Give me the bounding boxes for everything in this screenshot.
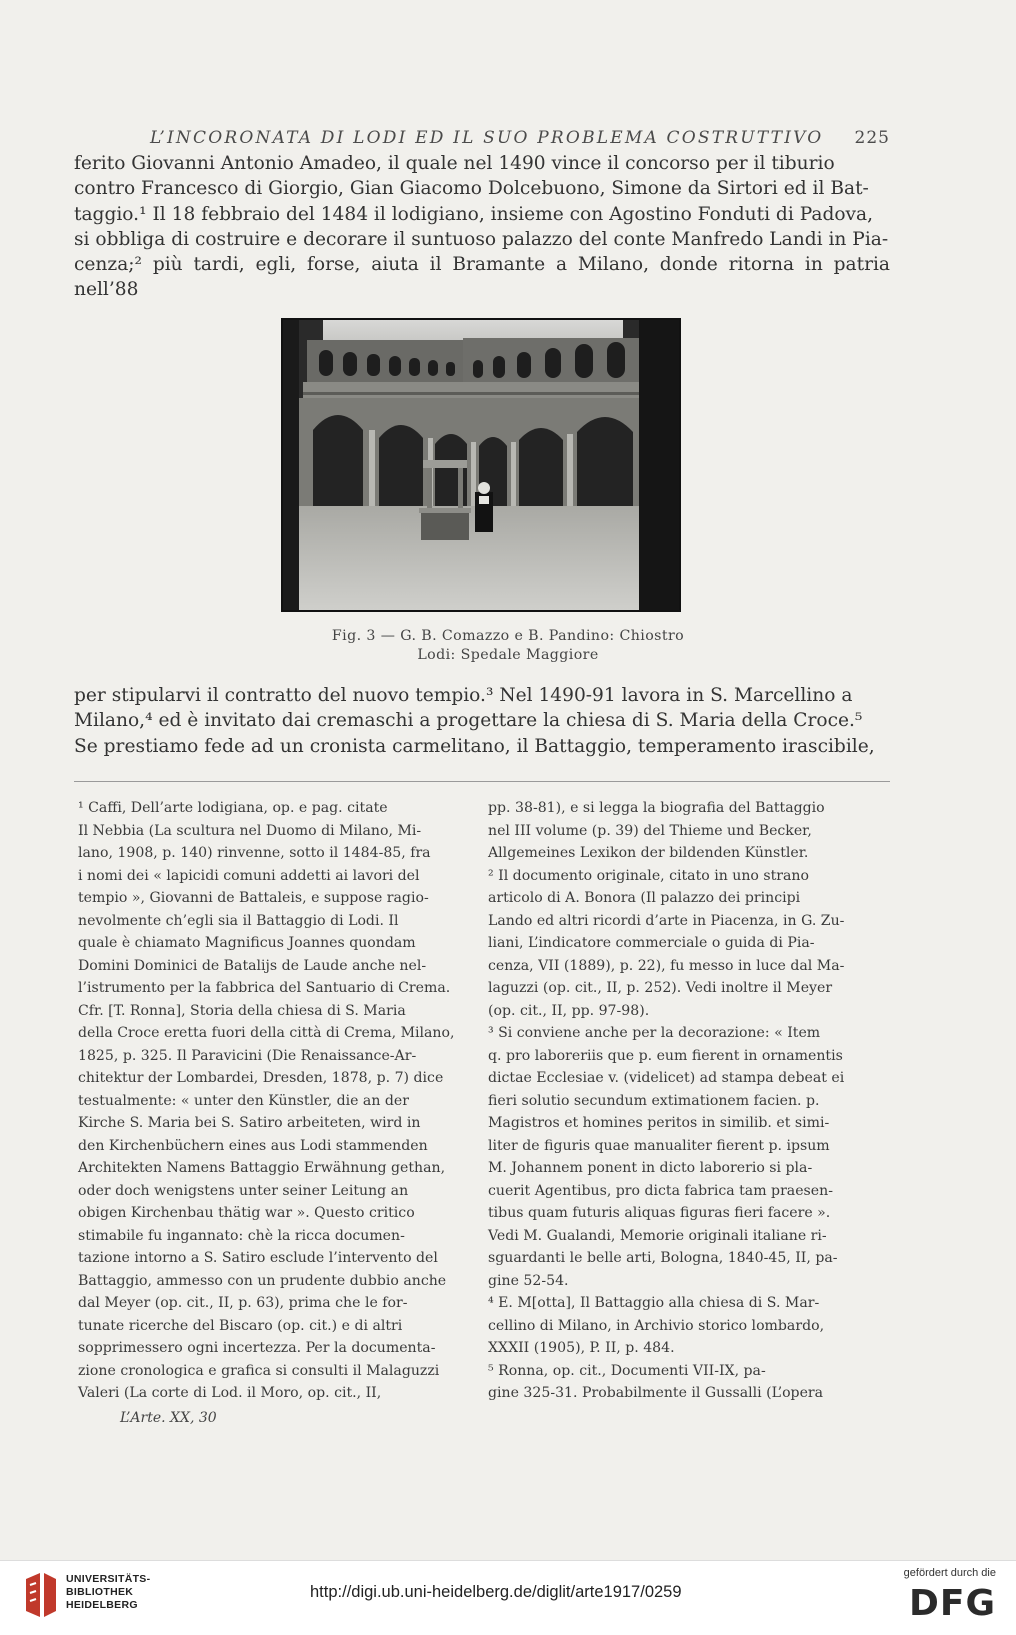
running-header xyxy=(150,128,890,148)
footnote-line: 1825, p. 325. Il Paravicini (Die Renaissance-Ar- xyxy=(78,1047,417,1064)
text-line: cenza;² più tardi, egli, forse, aiuta il Bramante a Milano, donde ritorna in patria nell’88 xyxy=(74,254,890,301)
footnote-line: l’istrumento per la fabbrica del Santuario di Crema. xyxy=(78,980,451,996)
footnote-divider xyxy=(74,781,890,782)
footnote-line: Allgemeines Lexikon der bildenden Künstler. xyxy=(488,845,809,861)
footnote-line: Valeri (La corte di Lod. il Moro, op. cit., II, xyxy=(78,1385,382,1401)
footnote-line: sguardanti le belle arti, Bologna, 1840-45, II, pa- xyxy=(488,1250,838,1266)
footnote-line: q. pro laboreriis que p. eum fierent in ornamentis xyxy=(488,1047,843,1064)
footnote-line: Architekten Namens Battaggio Erwähnung gethan, xyxy=(78,1160,446,1176)
footnote-line: sopprimessero ogni incertezza. Per la documenta- xyxy=(78,1340,436,1356)
footnote-line: articolo di A. Bonora (Il palazzo dei principi xyxy=(488,890,801,906)
footnote-line: tempio », Giovanni de Battaleis, e suppose ragio- xyxy=(78,890,429,906)
figure-caption xyxy=(200,627,816,665)
footnote-line: ⁴ E. M[otta], Il Battaggio alla chiesa di S. Mar- xyxy=(488,1295,820,1311)
footnote-line: Magistros et homines peritos in similib. et simi- xyxy=(488,1115,830,1131)
university-library-logo-icon[interactable] xyxy=(22,1571,60,1619)
caption-line-1: Fig. 3 — G. B. Comazzo e B. Pandino: Chiostro xyxy=(331,628,685,644)
permalink-url[interactable]: http://digi.ub.uni-heidelberg.de/diglit/arte1917/0259 xyxy=(310,1583,682,1601)
footnote-line: cellino di Milano, in Archivio storico lombardo, xyxy=(488,1317,825,1334)
dfg-logo[interactable]: DFG xyxy=(908,1583,996,1624)
footnote-line: liani, L’indicatore commerciale o guida di Pia- xyxy=(488,935,815,951)
institution-line: UNIVERSITÄTS- xyxy=(66,1573,151,1585)
footnote-line: Cfr. [T. Ronna], Storia della chiesa di S. Maria xyxy=(78,1002,406,1019)
text-line: Se prestiamo fede ad un cronista carmelitano, il Battaggio, temperamento irascibile, xyxy=(74,735,875,757)
footnote-line: nevolmente ch’egli sia il Battaggio di Lodi. Il xyxy=(78,912,399,929)
footnote-line: (op. cit., II, pp. 97-98). xyxy=(488,1002,650,1019)
running-title: L’INCORONATA DI LODI ED IL SUO PROBLEMA COSTRUTTIVO xyxy=(150,128,824,148)
footnote-line: M. Johannem ponent in dicto laborerio si pla- xyxy=(488,1160,813,1176)
footnote-line: ⁵ Ronna, op. cit., Documenti VII-IX, pa- xyxy=(488,1362,766,1379)
footnote-line: nel III volume (p. 39) del Thieme und Becker, xyxy=(488,822,812,839)
page-number: 225 xyxy=(854,128,890,148)
text-line: ferito Giovanni Antonio Amadeo, il quale nel 1490 vince il concorso per il tiburio xyxy=(74,153,835,174)
text-line: contro Francesco di Giorgio, Gian Giacomo Dolcebuono, Simone da Sirtori ed il Bat- xyxy=(74,178,869,200)
text-line: per stipularvi il contratto del nuovo tempio.³ Nel 1490-91 lavora in S. Marcellino a xyxy=(74,685,853,706)
funding-note: gefördert durch die xyxy=(903,1567,996,1579)
footnote-line: i nomi dei « lapicidi comuni addetti ai lavori del xyxy=(78,867,420,884)
footnote-line: dal Meyer (op. cit., II, p. 63), prima che le for- xyxy=(78,1295,408,1311)
footnote-line: lano, 1908, p. 140) rinvenne, sotto il 1484-85, fra xyxy=(78,845,431,861)
footnote-line: cenza, VII (1889), p. 22), fu messo in luce dal Ma- xyxy=(488,957,845,974)
text-line: taggio.¹ Il 18 febbraio del 1484 il lodigiano, insieme con Agostino Fonduti di Padova, xyxy=(74,203,874,225)
footnote-line: XXXII (1905), P. II, p. 484. xyxy=(488,1340,675,1356)
footnote-line: chitektur der Lombardei, Dresden, 1878, p. 7) dice xyxy=(78,1070,444,1086)
footnotes-right-column xyxy=(488,797,888,1405)
footnote-line: gine 52-54. xyxy=(488,1272,569,1289)
footnote-line: Kirche S. Maria bei S. Satiro arbeiteten, wird in xyxy=(78,1115,421,1131)
text-line: Milano,⁴ ed è invitato dai cremaschi a progettare la chiesa di S. Maria della Croce.⁵ xyxy=(74,710,863,732)
body-paragraph-1 xyxy=(74,151,890,303)
footnote-line: oder doch wenigstens unter seiner Leitung an xyxy=(78,1182,409,1199)
footnote-line: cuerit Agentibus, pro dicta fabrica tam praesen- xyxy=(488,1182,833,1199)
footnote-line: zione cronologica e grafica si consulti il Malaguzzi xyxy=(78,1362,440,1379)
footnote-line: den Kirchenbüchern eines aus Lodi stammenden xyxy=(78,1137,428,1154)
cloister-photograph xyxy=(281,318,681,612)
footnote-line: ³ Si conviene anche per la decorazione: « Item xyxy=(488,1025,821,1041)
footnote-line: obigen Kirchenbau thätig war ». Questo critico xyxy=(78,1205,415,1221)
footnote-line: tazione intorno a S. Satiro esclude l’intervento del xyxy=(78,1250,438,1266)
footnote-line: Lando ed altri ricordi d’arte in Piacenza, in G. Zu- xyxy=(488,912,845,929)
footnote-line: tunate ricerche del Biscaro (op. cit.) e di altri xyxy=(78,1317,403,1334)
caption-line-2: Lodi: Spedale Maggiore xyxy=(417,647,599,663)
body-paragraph-2 xyxy=(74,683,890,759)
footnote-line: fieri solutio secundum extimationem facien. p. xyxy=(488,1092,820,1109)
digitization-footer xyxy=(0,1560,1016,1635)
footnote-line: Domini Dominici de Batalijs de Laude anche nel- xyxy=(78,957,427,974)
footnote-line: pp. 38-81), e si legga la biografia del Battaggio xyxy=(488,800,825,816)
footnotes-left-column xyxy=(78,797,468,1405)
institution-line: HEIDELBERG xyxy=(66,1599,138,1611)
university-library-name xyxy=(66,1573,150,1612)
journal-signature: L’Arte. XX, 30 xyxy=(120,1410,217,1426)
institution-line: BIBLIOTHEK xyxy=(66,1586,134,1598)
footnote-line: ¹ Caffi, Dell’arte lodigiana, op. e pag. citate xyxy=(78,800,388,816)
footnote-line: stimabile fu ingannato: chè la ricca documen- xyxy=(78,1227,405,1244)
footnote-line: ² Il documento originale, citato in uno strano xyxy=(488,867,809,884)
footnote-line: tibus quam futuris aliquas figuras fieri facere ». xyxy=(488,1205,831,1221)
footnote-line: quale è chiamato Magnificus Joannes quondam xyxy=(78,935,416,951)
text-line: si obbliga di costruire e decorare il suntuoso palazzo del conte Manfredo Landi in Pia- xyxy=(74,228,889,250)
footnote-line: dictae Ecclesiae v. (videlicet) ad stampa debeat ei xyxy=(488,1070,845,1086)
footnote-line: gine 325-31. Probabilmente il Gussalli (L’opera xyxy=(488,1385,824,1401)
footnote-line: liter de figuris quae manualiter fierent p. ipsum xyxy=(488,1137,830,1154)
footnote-line: laguzzi (op. cit., II, p. 252). Vedi inoltre il Meyer xyxy=(488,980,833,996)
cloister-photo-drawing xyxy=(283,320,679,610)
footnote-line: Battaggio, ammesso con un prudente dubbio anche xyxy=(78,1272,447,1289)
footnote-line: testualmente: « unter den Künstler, die an der xyxy=(78,1092,409,1109)
footnote-line: Vedi M. Gualandi, Memorie originali italiane ri- xyxy=(488,1227,827,1244)
footnote-line: Il Nebbia (La scultura nel Duomo di Milano, Mi- xyxy=(78,822,422,839)
footnote-line: della Croce eretta fuori della città di Crema, Milano, xyxy=(78,1025,455,1041)
